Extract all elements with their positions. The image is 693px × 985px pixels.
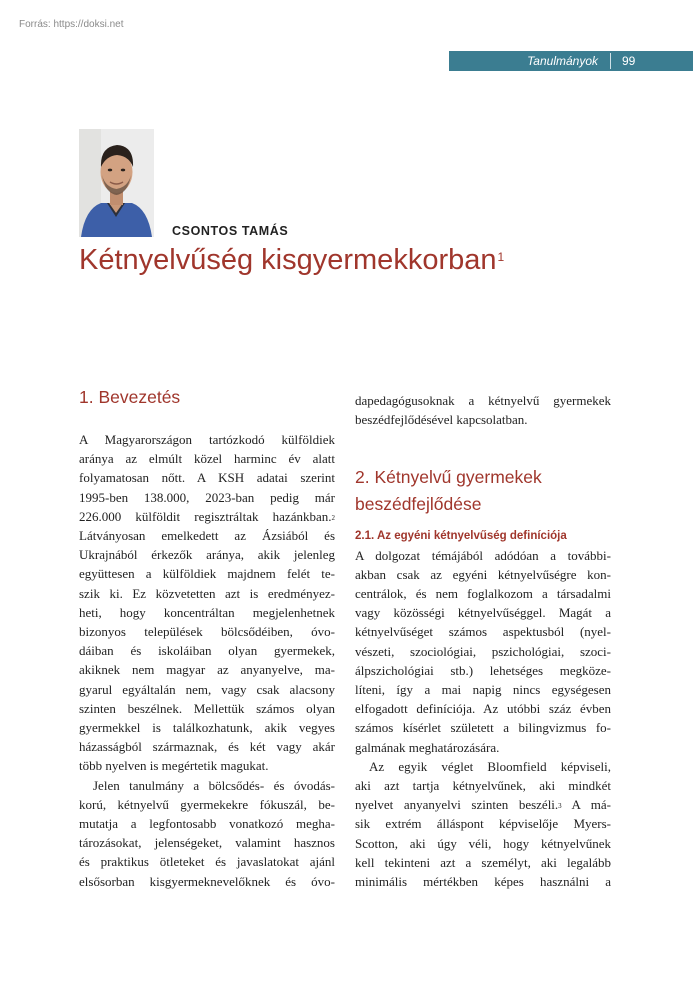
body-line: és praktikus ötleteket és javaslatokat ajánl [79,854,335,869]
section-heading-2 [355,464,542,518]
body-line: akiknek nem magyar az anyanyelve, ma- [79,662,335,677]
body-line: vagy közösségi kétnyelvűséggel. Magát a [355,605,611,620]
body-line: Scotton, aki úgy véli, hogy kétnyelvűnek [355,836,611,851]
body-line: heti, hogy koncentráltan megjelenhetnek [79,605,335,620]
body-line-text: 226.000 külföldit regisztráltak hazánkban. [79,509,332,524]
body-line [79,507,335,526]
body-line: galmának meghatározására. [355,740,500,755]
subsection-heading: 2.1. Az egyéni kétnyelvűség definíciója [355,530,567,542]
body-line: elsősorban kisgyermeknevelőknek és óvo- [79,874,335,889]
author-name: CSONTOS TAMÁS [172,224,289,238]
body-line: aránya az elmúlt közel harminc év alatt [79,451,335,466]
body-line: folyamatosan nőtt. A KSH adatai szerint [79,470,335,485]
body-line: Jelen tanulmány a bölcsődés- és óvodás- [93,778,335,793]
section-heading-1: 1. Bevezetés [79,387,181,407]
body-line: szinten beszélnek. Mellettük számos olyan [79,701,335,716]
body-line: bizonyos települések bölcsődéiben, óvo- [79,624,335,639]
article-title [79,244,504,277]
body-line: Ukrajnából érkezők aránya, akik jelenleg [79,547,335,562]
body-line: szik ki. Ez közvetetten azt is eredményez- [79,586,335,601]
body-line-text: nyelvet anyanyelvi szinten beszéli. [355,797,559,812]
header-divider [610,53,611,69]
body-line: tározásokat, jelenségeket, valamint hasznos [79,835,335,850]
author-portrait [79,129,154,237]
footnote-ref-2: 2 [331,514,335,522]
body-line: házasságból származnak, és két vagy akár [79,739,335,754]
body-line: líteni, így a mai napig nincs egységesen [355,682,611,697]
body-line: álpszichológiai stb.) lehetséges megköze- [355,663,611,678]
body-line: gyarul egyáltalán nem, vagy csak alacsony [79,682,335,697]
body-line: aki azt tartja kétnyelvűnek, aki mindkét [355,778,611,793]
body-line: 1995-ben 138.000, 2023-ban pedig már [79,490,335,505]
footnote-ref-3: 3 [558,802,562,810]
source-label: Forrás: https://doksi.net [19,19,124,30]
body-line: több nyelven is megértetik magukat. [79,758,269,773]
body-line: centrálok, és nem foglalkozom a társadalmi [355,586,611,601]
section-heading-2-line2: beszédfejlődése [355,494,482,514]
body-line: beszédfejlődésével kapcsolatban. [355,412,528,427]
author-photo [79,129,154,237]
body-line: kell tekinteni azt a személyt, aki legalább [355,855,611,870]
body-line: vészeti, szociológiai, pszichológiai, szoci- [355,644,611,659]
body-line: gyermekkel is találkozhatunk, akik vegyes [79,720,335,735]
body-line: Az egyik véglet Bloomfield képviseli, [369,759,611,774]
body-line: dáiban és iskoláiban olyan gyermekek, [79,643,335,658]
body-line: kétnyelvűséget számos aspektusból (nyel- [355,624,611,639]
body-line: sik extrém álláspont képviselője Myers- [355,816,611,831]
body-line: korú, kétnyelvű gyermekekre fókuszál, be- [79,797,335,812]
running-header [449,51,693,71]
section-name: Tanulmányok [527,54,598,68]
page-number: 99 [622,54,636,68]
body-line-tail: A má- [571,797,611,812]
article-title-text: Kétnyelvűség kisgyermekkorban [79,244,497,276]
title-footnote-ref: 1 [497,250,505,264]
body-line: számos kísérlet született a bilingvizmus fo- [355,720,611,735]
body-line: minimális mértékben képes használni a [355,874,611,889]
body-line: A dolgozat témájából adódóan a további- [355,548,611,563]
body-line: Látványosan emelkedett az Ázsiából és [79,528,335,543]
body-line: elfogadott definíciója. Az utóbbi száz évben [355,701,611,716]
body-line: mutatja a legfontosabb vonatkozó megha- [79,816,335,831]
body-line: együttesen a külföldiek majdnem felét te- [79,566,335,581]
section-heading-2-line1: 2. Kétnyelvű gyermekek [355,467,542,487]
body-line: A Magyarországon tartózkodó külföldiek [79,432,335,447]
body-line: akban csak az egyéni kétnyelvűségre kon- [355,567,611,582]
body-line: dapedagógusoknak a kétnyelvű gyermekek [355,393,611,408]
body-line [355,795,611,814]
